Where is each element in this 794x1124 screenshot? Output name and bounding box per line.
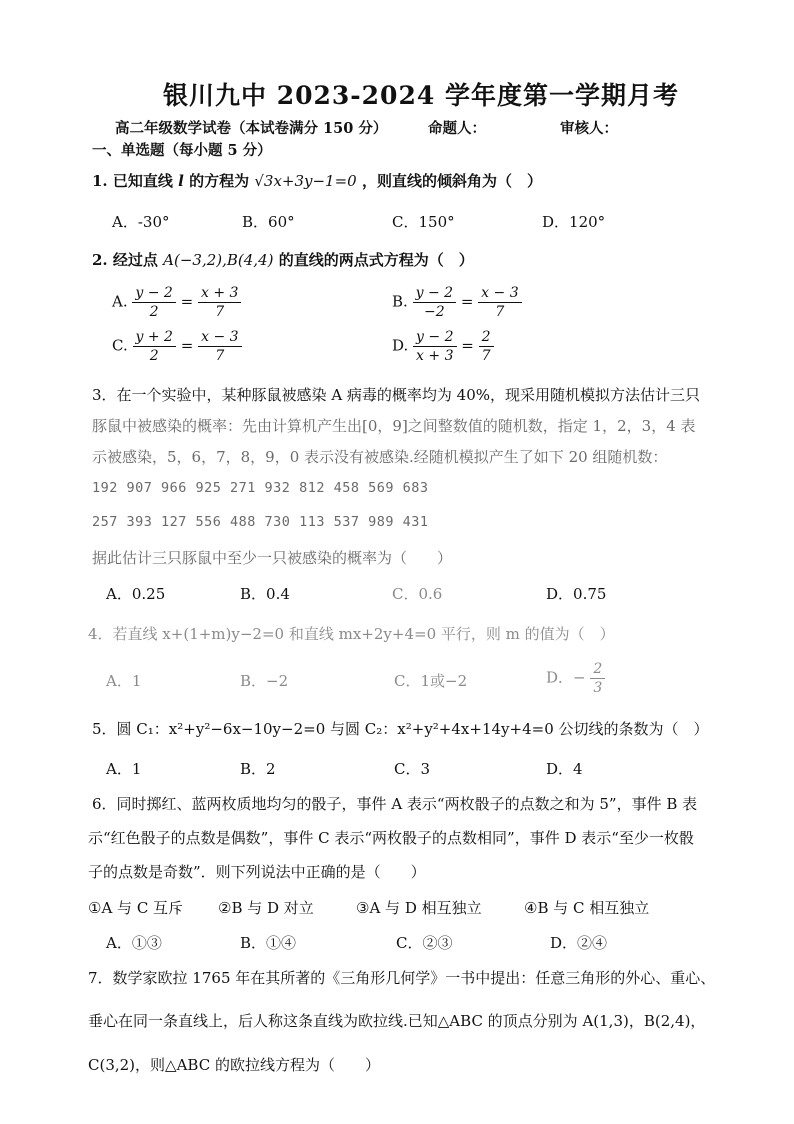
reviewer-label: 审核人： — [560, 120, 618, 137]
q4-option-b: B．−2 — [240, 672, 289, 690]
q5-option-b: B．2 — [240, 760, 276, 778]
question-6-line-1: 6．同时掷红、蓝两枚质地均匀的骰子，事件 A 表示“两枚骰子的点数之和为 5”，事件 B 表 — [92, 795, 698, 813]
question-7-line-1: 7．数学家欧拉 1765 年在其所著的《三角形几何学》一书中提出：任意三角形的外心、重心、 — [88, 969, 716, 987]
page-title: 银川九中 2023-2024 学年度第一学期月考 — [163, 81, 679, 110]
q6-statement-2: ②B 与 D 对立 — [218, 899, 314, 917]
q5-option-a: A．1 — [106, 760, 142, 778]
question-3-line-1: 3．在一个实验中，某种豚鼠被感染 A 病毒的概率均为 40%，现采用随机模拟方法估计三只 — [92, 386, 701, 404]
random-numbers-row-2: 257 393 127 556 488 730 113 537 989 431 — [92, 514, 429, 530]
q1-option-c: C．150° — [392, 213, 455, 231]
q3-option-b: B．0.4 — [240, 585, 290, 603]
q2-option-c: C. $\frac{y + 2}{2}$ = $\frac{x - 3}{7}$ — [112, 328, 242, 365]
q2-option-d: D. $\frac{y - 2}{x + 3}$ = $\frac{2}{7}$ — [392, 328, 494, 365]
question-1: 1. 已知直线 l 的方程为 √3x+3y−1=0 ，则直线的倾斜角为（ ） — [92, 172, 542, 190]
q1-option-b: B．60° — [242, 213, 295, 231]
q3-option-d: D．0.75 — [546, 585, 607, 603]
q4-option-a: A．1 — [106, 672, 142, 690]
q3-option-a: A．0.25 — [106, 585, 166, 603]
question-5: 5．圆 C₁：x²+y²−6x−10y−2=0 与圆 C₂：x²+y²+4x+14y+4=0 公切线的条数为（ ） — [92, 720, 709, 738]
question-3-line-3: 示被感染，5，6，7，8，9，0 表示没有被感染.经随机模拟产生了如下 20 组随机数： — [92, 448, 668, 466]
question-6-line-2: 示“红色骰子的点数是偶数”，事件 C 表示“两枚骰子的点数相同”，事件 D 表示“至少一枚骰 — [88, 829, 694, 847]
question-2: 2. 经过点 A(−3,2),B(4,4) 的直线的两点式方程为（ ） — [92, 251, 474, 269]
q1-option-a: A．-30° — [112, 213, 170, 231]
question-6-line-3: 子的点数是奇数”．则下列说法中正确的是（ ） — [88, 863, 426, 881]
q1-option-d: D．120° — [542, 213, 606, 231]
q3-option-c: C．0.6 — [392, 585, 443, 603]
question-3-line-4: 据此估计三只豚鼠中至少一只被感染的概率为（ ） — [92, 549, 453, 567]
q6-statement-1: ①A 与 C 互斥 — [88, 899, 184, 917]
q4-option-d: D．− $\frac{2}{3}$ — [546, 660, 605, 697]
q6-option-a: A．①③ — [106, 934, 162, 952]
q6-option-c: C．②③ — [396, 934, 453, 952]
q2-option-b: B. $\frac{y - 2}{-2}$ = $\frac{x - 3}{7}$ — [392, 284, 522, 321]
q6-statement-4: ④B 与 C 相互独立 — [524, 899, 650, 917]
question-7-line-2: 垂心在同一条直线上，后人称这条直线为欧拉线.已知△ABC 的顶点分别为 A(1,3)，B(2,4)， — [88, 1012, 706, 1030]
random-numbers-row-1: 192 907 966 925 271 932 812 458 569 683 — [92, 480, 429, 496]
question-4: 4．若直线 x+(1+m)y−2=0 和直线 mx+2y+4=0 平行，则 m 的值为（ ） — [88, 625, 615, 643]
question-3-line-2: 豚鼠中被感染的概率：先由计算机产生出[0，9]之间整数值的随机数，指定 1，2，3，4 表 — [92, 417, 696, 435]
q6-option-d: D．②④ — [550, 934, 608, 952]
setter-label: 命题人： — [428, 120, 486, 137]
q5-option-d: D．4 — [546, 760, 583, 778]
exam-info: 高二年级数学试卷（本试卷满分 150 分） — [115, 120, 388, 137]
section-heading: 一、单选题（每小题 5 分） — [92, 142, 272, 159]
question-7-line-3: C(3,2)，则△ABC 的欧拉线方程为（ ） — [88, 1056, 380, 1074]
q5-option-c: C．3 — [394, 760, 431, 778]
q2-option-a: A. $\frac{y - 2}{2}$ = $\frac{x + 3}{7}$ — [112, 284, 241, 321]
q6-option-b: B．①④ — [240, 934, 297, 952]
q6-statement-3: ③A 与 D 相互独立 — [356, 899, 482, 917]
q4-option-c: C．1或−2 — [394, 672, 468, 690]
